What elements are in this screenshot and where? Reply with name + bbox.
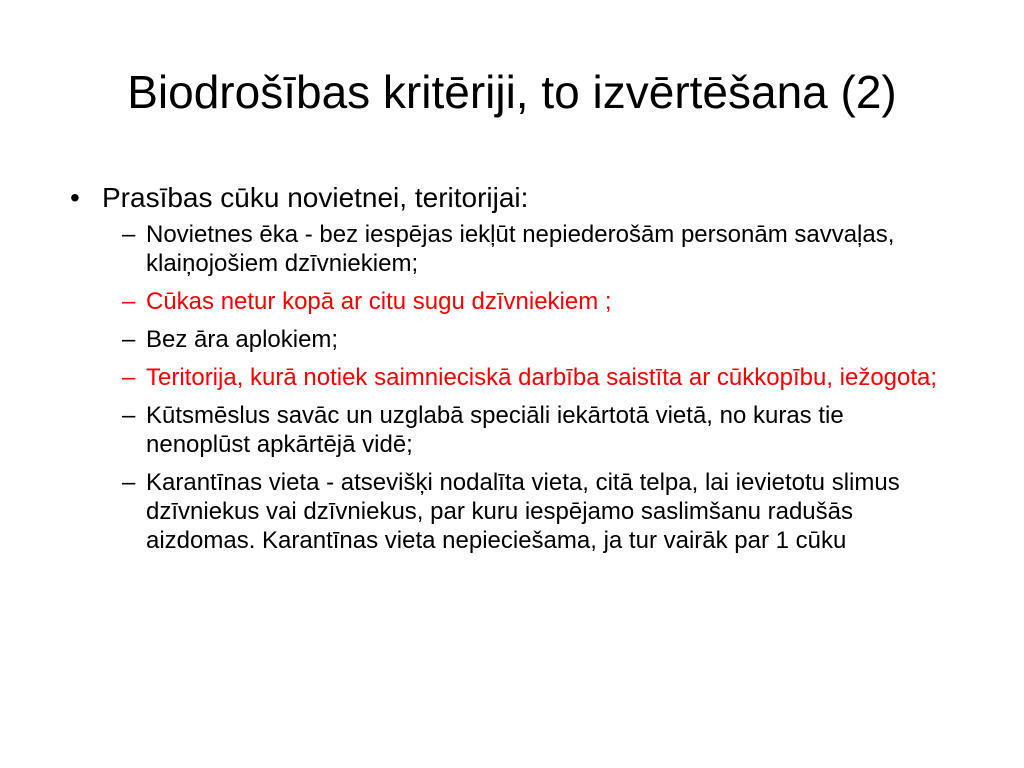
sub-bullet-item <box>70 220 950 278</box>
sub-bullet-text: Karantīnas vieta - atsevišķi nodalīta vieta, citā telpa, lai ievietotu slimus dzīvniekus vai dzīvniekus, par kuru iespējamo saslimšanu radušās aizdomas. Karantīnas vieta nepieciešama, ja tur vairāk par 1 cūku <box>146 469 900 554</box>
sub-bullet-item <box>70 363 950 392</box>
dash-icon: – <box>122 326 136 353</box>
dash-icon: – <box>122 364 136 391</box>
sub-bullet-text: Novietnes ēka - bez iespējas iekļūt nepiederošām personām savvaļas, klaiņojošiem dzīvniekiem; <box>146 221 895 277</box>
sub-bullet-item <box>70 468 950 555</box>
bullet-icon: • <box>70 182 80 213</box>
dash-icon: – <box>122 221 136 248</box>
sub-bullet-item <box>70 287 950 316</box>
slide-body <box>70 180 950 564</box>
dash-icon: – <box>122 402 136 429</box>
sub-bullet-text: Bez āra aplokiem; <box>146 326 339 353</box>
main-bullet-item <box>70 180 950 216</box>
dash-icon: – <box>122 288 136 315</box>
sub-bullet-item <box>70 401 950 459</box>
slide-title: Biodrošības kritēriji, to izvērtēšana (2) <box>127 66 897 118</box>
sub-bullet-text: Cūkas netur kopā ar citu sugu dzīvniekiem ; <box>146 288 612 315</box>
dash-icon: – <box>122 469 136 496</box>
sub-bullet-list <box>70 220 950 555</box>
sub-bullet-item <box>70 325 950 354</box>
sub-bullet-text: Teritorija, kurā notiek saimnieciskā darbība saistīta ar cūkkopību, iežogota; <box>146 364 938 391</box>
main-bullet-text: Prasības cūku novietnei, teritorijai: <box>102 182 529 213</box>
sub-bullet-text: Kūtsmēslus savāc un uzglabā speciāli iekārtotā vietā, no kuras tie nenoplūst apkārtējā vidē; <box>146 402 844 458</box>
